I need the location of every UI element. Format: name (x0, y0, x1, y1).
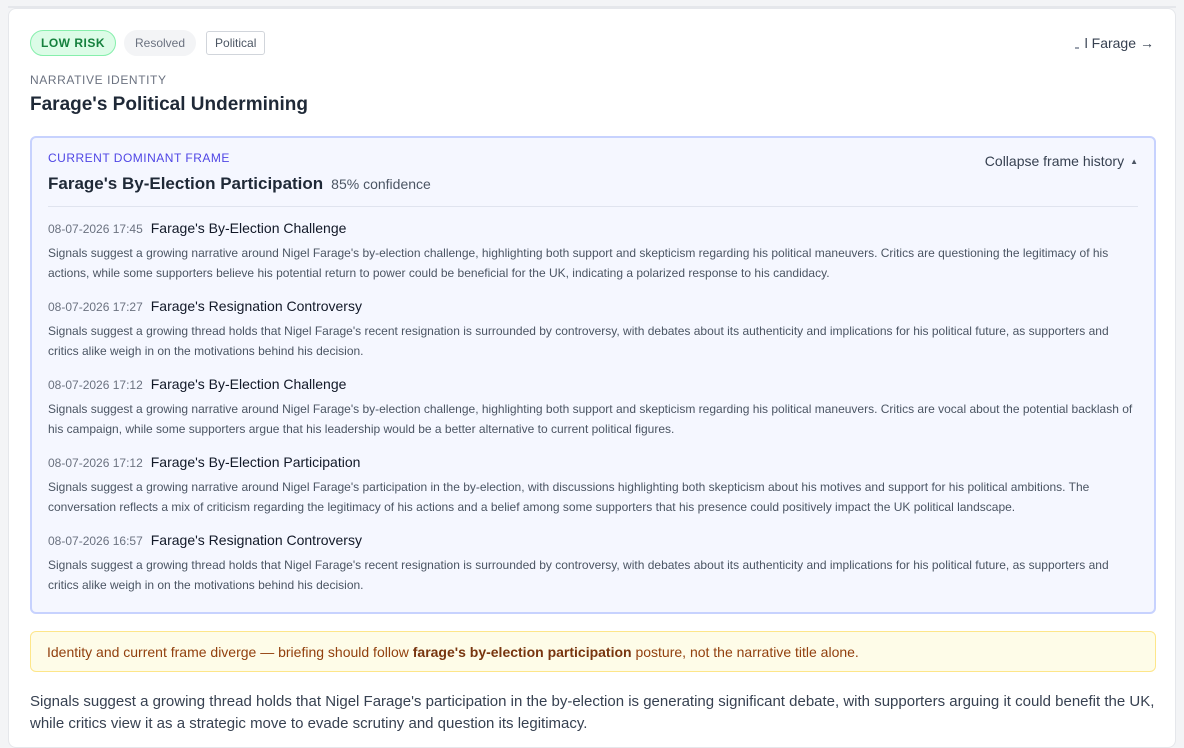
history-item (48, 376, 1138, 439)
narrative-card (8, 8, 1176, 748)
history-title: Farage's Resignation Controversy (150, 532, 362, 548)
identity-label: NARRATIVE IDENTITY (30, 73, 167, 87)
truncation-mark (1075, 47, 1079, 49)
frame-title-row (48, 174, 1138, 194)
status-badge: Resolved (124, 30, 196, 56)
history-text: Signals suggest a growing narrative around Nigel Farage's participation in the by-election, with discussions highlighting both skepticism about his motives and support for his political ambitions. The conversation reflects a mix of criticism regarding the legitimacy of his actions and a belief among some supporters that his presence could positively impact the UK political landscape. (48, 480, 1090, 514)
arrow-right-icon: → (1140, 35, 1154, 51)
history-title: Farage's By-Election Challenge (150, 220, 347, 236)
dominant-frame-panel (30, 136, 1156, 614)
entity-link[interactable] (1075, 35, 1154, 51)
warning-text-before: Identity and current frame diverge — briefing should follow (47, 644, 413, 660)
history-title: Farage's By-Election Challenge (150, 376, 347, 392)
collapse-history-button[interactable] (985, 153, 1138, 169)
frame-label: CURRENT DOMINANT FRAME (48, 151, 230, 165)
history-text: Signals suggest a growing thread holds that Nigel Farage's recent resignation is surrounded by controversy, with debates about its authenticity and implications for his political future, as supporters and critics alike weigh in on the motivations behind his decision. (48, 558, 1109, 592)
divergence-warning (30, 631, 1156, 672)
chevron-up-icon: ▲ (1130, 156, 1138, 166)
history-time: 08-07-2026 16:57 (48, 534, 143, 548)
history-text: Signals suggest a growing thread holds that Nigel Farage's recent resignation is surrounded by controversy, with debates about its authenticity and implications for his political future, as supporters and critics alike weigh in on the motivations behind his decision. (48, 324, 1109, 358)
badge-row (30, 30, 265, 56)
history-title: Farage's Resignation Controversy (150, 298, 362, 314)
history-time: 08-07-2026 17:45 (48, 222, 143, 236)
history-time: 08-07-2026 17:12 (48, 378, 143, 392)
history-text: Signals suggest a growing narrative around Nigel Farage's by-election challenge, highlighting both support and skepticism regarding his political maneuvers. Critics are questioning the legitimacy of his actions, while some supporters believe his potential return to power could be beneficial for the UK, indicating a polarized response to his candidacy. (48, 246, 1109, 280)
history-time: 08-07-2026 17:12 (48, 456, 143, 470)
history-item (48, 454, 1138, 517)
frame-title: Farage's By-Election Participation (48, 174, 324, 193)
identity-title: Farage's Political Undermining (30, 94, 308, 115)
history-item (48, 220, 1138, 283)
collapse-history-label: Collapse frame history (984, 153, 1125, 169)
risk-badge: LOW RISK (30, 30, 116, 56)
history-text: Signals suggest a growing narrative around Nigel Farage's by-election challenge, highlighting both support and skepticism regarding his political maneuvers. Critics are vocal about the potential backlash of his campaign, while some supporters argue that his leadership would be a better alternative to current political figures. (48, 402, 1133, 436)
frame-header (48, 151, 1138, 207)
history-item (48, 298, 1138, 361)
narrative-summary: Signals suggest a growing thread holds that Nigel Farage's participation in the by-election is generating significant debate, with supporters arguing it could benefit the UK, while critics view it as a strategic move to evade scrutiny and question its legitimacy. (30, 693, 1155, 732)
frame-confidence: 85% confidence (331, 176, 431, 192)
category-badge: Political (206, 31, 265, 55)
entity-link-label: l Farage (1084, 35, 1136, 51)
history-time: 08-07-2026 17:27 (48, 300, 143, 314)
frame-history-list (48, 220, 1138, 610)
warning-text-after: posture, not the narrative title alone. (631, 644, 859, 660)
history-item (48, 532, 1138, 595)
warning-emphasis: farage's by-election participation (412, 644, 632, 660)
history-title: Farage's By-Election Participation (150, 454, 361, 470)
